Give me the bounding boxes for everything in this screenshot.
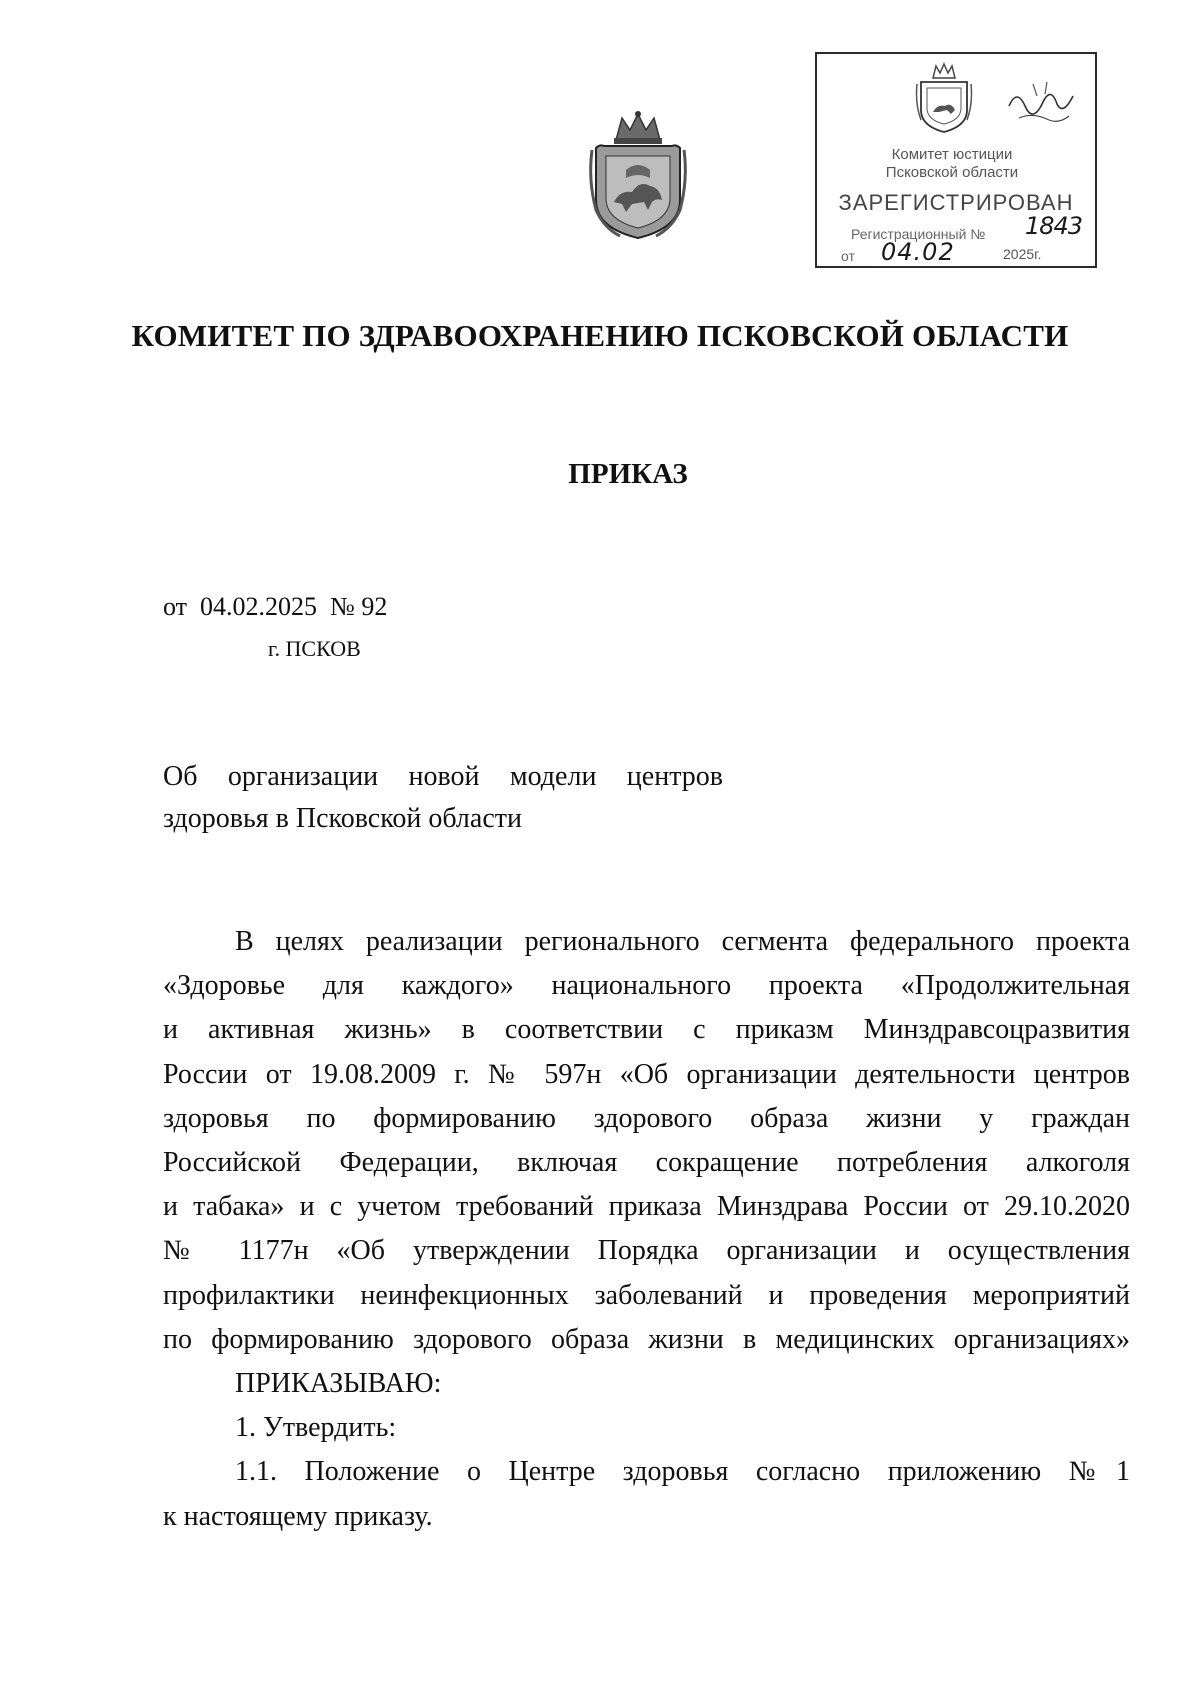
body-line: и активная жизнь» в соответствии с приказм Минздравсоцразвития	[163, 1014, 1130, 1046]
committee-title: КОМИТЕТ ПО ЗДРАВООХРАНЕНИЮ ПСКОВСКОЙ ОБЛАСТИ	[131, 318, 1069, 353]
body-line: Российской Федерации, включая сокращение потребления алкоголя	[163, 1147, 1130, 1179]
stamp-registered-label: ЗАРЕГИСТРИРОВАН	[838, 190, 1074, 215]
order-subject	[163, 756, 723, 840]
registration-stamp	[815, 52, 1097, 268]
order-body	[163, 920, 1130, 1539]
body-line: по формированию здорового образа жизни в медицинских организациях»	[163, 1323, 1130, 1355]
stamp-year: 2025г.	[1003, 246, 1042, 262]
stamp-date-label: от	[841, 248, 855, 264]
order-city: г. ПСКОВ	[268, 636, 361, 661]
stamp-org-line2: Псковской области	[885, 164, 1019, 181]
order-word: ПРИКАЗЫВАЮ:	[235, 1368, 442, 1400]
subject-line: здоровья в Псковской области	[163, 803, 522, 834]
order-item-1-1: 1.1. Положение о Центре здоровья согласно приложению №1	[235, 1456, 1130, 1488]
body-line: № 1177н «Об утверждении Порядка организации и осуществления	[163, 1235, 1130, 1267]
stamp-regno-label: Регистрационный №	[851, 226, 986, 242]
signature-icon	[1003, 76, 1077, 136]
stamp-emblem-icon	[915, 62, 973, 134]
stamp-date-value: 04.02	[873, 238, 963, 267]
document-type: ПРИКАЗ	[568, 458, 688, 490]
order-item-1: 1. Утвердить:	[235, 1412, 397, 1444]
stamp-org-line1: Комитет юстиции	[891, 146, 1013, 163]
order-date-number: от 04.02.2025 № 92	[163, 592, 388, 621]
body-line: «Здоровье для каждого» национального проекта «Продолжительная	[163, 970, 1130, 1002]
order-item-1-1-cont: к настоящему приказу.	[163, 1500, 433, 1532]
stamp-regno-value: 1843	[1025, 212, 1083, 240]
body-line: В целях реализации регионального сегмента федерального проекта	[235, 926, 1130, 957]
coat-of-arms-icon	[586, 110, 690, 242]
body-line: здоровья по формированию здорового образа жизни у граждан	[163, 1102, 1130, 1134]
body-line: профилактики неинфекционных заболеваний и проведения мероприятий	[163, 1279, 1130, 1311]
subject-line: Об организации новой модели центров	[163, 761, 723, 792]
body-line: России от 19.08.2009 г. № 597н «Об организации деятельности центров	[163, 1058, 1130, 1090]
body-line: и табака» и с учетом требований приказа Минздрава России от 29.10.2020	[163, 1191, 1130, 1223]
